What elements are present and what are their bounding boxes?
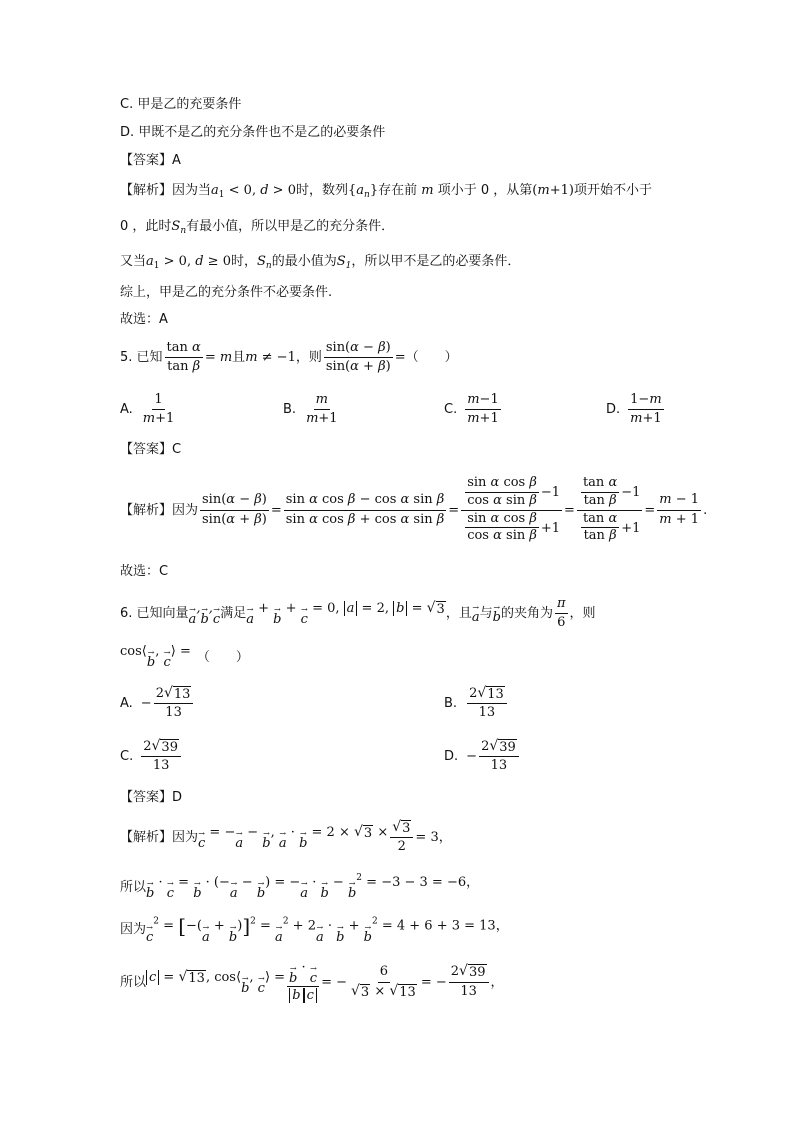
option-5b: B. $\frac{m}{m+1}$	[283, 392, 338, 427]
question-5: 5. 已知 $\frac{\text{tan α}}{\text{tan β}}$ = m 且 m ≠ −1 ，则 $\frac{\sin(\alpha - \beta)}{\sin(\alpha + \beta)}$ = （ ）	[120, 340, 458, 375]
option-d-line: D. 甲既不是乙的充分条件也不是乙的必要条件	[120, 125, 386, 140]
explanation-6-line-3: 因为 → $c^2$ = [−( → a + → b)]$^2$ = → $a^2 + 2$ → a · → b + → $b^2 = 4 + 6 + 3 = 13$，	[120, 914, 509, 945]
question-6: 6. 已知向量 → a, → b, → c 满足 → a + → b + → c = 0, a = 2, b = √ 3 ，且 → a 与 → b 的夹角为 $\frac{\pi}{6}$ ，则	[120, 596, 596, 631]
option-5d: D. $\frac{1-m}{m+1}$	[606, 392, 662, 427]
option-5c: C. $\frac{m-1}{m+1}$	[444, 392, 499, 427]
explanation-4-line-1: 【解析】因为当$a_1 < 0$, d > 0时，数列$\{a_n\}$存在前 m 项小于 0 ，从第(m+1)项开始不小于	[120, 183, 652, 200]
explanation-6-line-4: 所以 c = √ 13 , cos⟨ → b, → c⟩ = → b · → c b c = − 6 √ 3 × √ 13 = − 2 √ 39 13 ，	[120, 960, 504, 1003]
explanation-4-line-2: 0 ，此时$S_n$有最小值，所以甲是乙的充分条件．	[120, 219, 395, 236]
explanation-6-line-2: 所以 → b · → c = → b · (− → a − → b) = − → a · → b − → $b^2 = -3 - 3 = -6$，	[120, 873, 480, 901]
pick-5: 故选：C	[120, 564, 169, 579]
option-6a: A. − 2 √ 13 13	[120, 686, 195, 722]
option-6b: B. 2 √ 13 13	[444, 686, 509, 722]
explanation-4-line-3: 又当$a_1 > 0$, d ≥ 0时，$S_n$的最小值为$S_1$，所以甲不是乙的必要条件．	[120, 254, 521, 271]
explanation-5: 【解析】因为 $\frac{\sin(\alpha - \beta)}{\sin(\alpha + \beta)}$ = $\frac{\text{sin α cos β − cos α sin β}}{\text{sin α cos β + cos α sin β}}$ = $\frac{\text{sin α cos β}}{\text{cos α sin β}}$ −1 $\frac{\text{sin α cos β}}{\text{cos α sin β}}$ +1 = $\frac{\text{tan α}}{\text{tan β}}$ −1 $\frac{\text{tan α}}{\text{tan β}}$ +1 = $\frac{m - 1}{m + 1}$ .	[120, 474, 708, 544]
option-c-line: C. 甲是乙的充要条件	[120, 97, 242, 112]
explanation-6-line-1: 【解析】因为 → c = − → a − → b, → a · → b = 2 × √ 3 × √ 3 2 = 3，	[120, 819, 452, 855]
option-6c: C. 2 √ 39 13	[120, 739, 183, 775]
explanation-4-line-5: 故选：A	[120, 312, 168, 327]
answer-4: 【答案】A	[120, 153, 181, 168]
option-6d: D. − 2 √ 39 13	[444, 739, 521, 775]
answer-6: 【答案】D	[120, 790, 183, 805]
option-5a: A. $\frac{1}{m+1}$	[120, 392, 175, 427]
explanation-4-line-4: 综上，甲是乙的充分条件不必要条件.	[120, 285, 333, 300]
answer-5: 【答案】C	[120, 442, 182, 457]
question-6-line-2: cos⟨ → b, → c⟩ = （ ）	[120, 644, 249, 670]
